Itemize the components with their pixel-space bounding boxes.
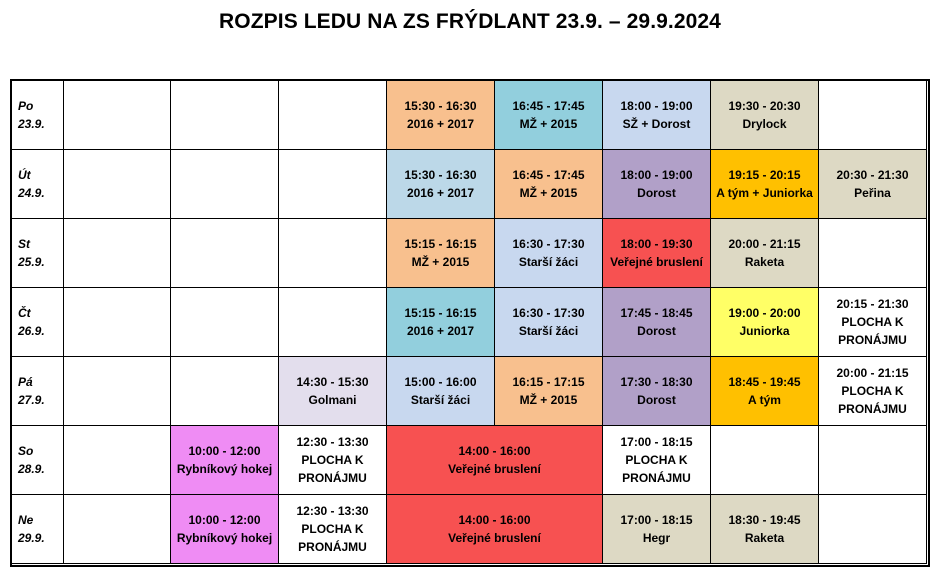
slot-cell: 12:30 - 13:30 PLOCHA K PRONÁJMU [279,495,387,564]
day-date: 25.9. [18,255,45,269]
day-name: Pá [18,375,33,389]
empty-cell [64,495,171,564]
empty-cell [819,219,927,288]
slot-cell: 14:30 - 15:30 Golmani [279,357,387,426]
slot-cell: 15:15 - 16:15 2016 + 2017 [387,288,495,357]
day-name: Po [18,99,34,113]
day-name: Ne [18,513,34,527]
schedule-row-ut [12,150,927,219]
empty-cell [279,288,387,357]
slot-cell: 20:00 - 21:15 Raketa [711,219,819,288]
slot-cell: 19:15 - 20:15 A tým + Juniorka [711,150,819,219]
empty-cell [64,426,171,495]
day-date: 29.9. [18,531,45,545]
empty-cell [279,219,387,288]
slot-cell: 15:00 - 16:00 Starší žáci [387,357,495,426]
slot-cell: 17:30 - 18:30 Dorost [603,357,711,426]
empty-cell [819,426,927,495]
empty-cell [819,81,927,150]
slot-cell: 16:45 - 17:45 MŽ + 2015 [495,81,603,150]
day-name: Čt [18,306,31,320]
day-date: 28.9. [18,462,45,476]
empty-cell [819,495,927,564]
day-cell [12,357,64,426]
slot-cell: 18:00 - 19:00 Dorost [603,150,711,219]
slot-cell: 20:00 - 21:15 PLOCHA K PRONÁJMU [819,357,927,426]
day-cell [12,288,64,357]
empty-cell [171,357,279,426]
empty-cell [171,150,279,219]
day-name: Út [18,168,31,182]
day-date: 27.9. [18,393,45,407]
empty-cell [64,150,171,219]
slot-cell: 18:00 - 19:30 Veřejné bruslení [603,219,711,288]
schedule-row-po [12,81,927,150]
slot-cell: 16:15 - 17:15 MŽ + 2015 [495,357,603,426]
slot-cell: 16:30 - 17:30 Starší žáci [495,219,603,288]
schedule-row-so [12,426,927,495]
schedule-row-ne [12,495,927,564]
slot-cell: 19:00 - 20:00 Juniorka [711,288,819,357]
slot-cell: 15:30 - 16:30 2016 + 2017 [387,150,495,219]
slot-cell: 17:45 - 18:45 Dorost [603,288,711,357]
empty-cell [64,81,171,150]
empty-cell [171,81,279,150]
slot-cell: 14:00 - 16:00 Veřejné bruslení [387,426,603,495]
slot-cell: 10:00 - 12:00 Rybníkový hokej [171,426,279,495]
day-name: St [18,237,30,251]
day-cell [12,81,64,150]
day-date: 24.9. [18,186,45,200]
slot-cell: 18:00 - 19:00 SŽ + Dorost [603,81,711,150]
slot-cell: 18:45 - 19:45 A tým [711,357,819,426]
page-title: ROZPIS LEDU NA ZS FRÝDLANT 23.9. – 29.9.2024 [219,10,721,33]
empty-cell [279,150,387,219]
day-date: 23.9. [18,117,45,131]
slot-cell: 12:30 - 13:30 PLOCHA K PRONÁJMU [279,426,387,495]
day-date: 26.9. [18,324,45,338]
schedule-row-st [12,219,927,288]
slot-cell: 17:00 - 18:15 Hegr [603,495,711,564]
day-cell [12,150,64,219]
slot-cell: 20:30 - 21:30 Peřina [819,150,927,219]
empty-cell [64,288,171,357]
schedule-row-ct [12,288,927,357]
slot-cell: 15:30 - 16:30 2016 + 2017 [387,81,495,150]
slot-cell: 18:30 - 19:45 Raketa [711,495,819,564]
slot-cell: 15:15 - 16:15 MŽ + 2015 [387,219,495,288]
slot-cell: 14:00 - 16:00 Veřejné bruslení [387,495,603,564]
schedule-table [11,80,927,564]
empty-cell [171,288,279,357]
empty-cell [279,81,387,150]
slot-cell: 20:15 - 21:30 PLOCHA K PRONÁJMU [819,288,927,357]
empty-cell [171,219,279,288]
day-cell [12,219,64,288]
empty-cell [711,426,819,495]
slot-cell: 10:00 - 12:00 Rybníkový hokej [171,495,279,564]
empty-cell [64,219,171,288]
slot-cell: 19:30 - 20:30 Drylock [711,81,819,150]
day-cell [12,426,64,495]
day-cell [12,495,64,564]
day-name: So [18,444,34,458]
empty-cell [64,357,171,426]
slot-cell: 16:30 - 17:30 Starší žáci [495,288,603,357]
schedule-row-pa [12,357,927,426]
slot-cell: 17:00 - 18:15 PLOCHA K PRONÁJMU [603,426,711,495]
slot-cell: 16:45 - 17:45 MŽ + 2015 [495,150,603,219]
